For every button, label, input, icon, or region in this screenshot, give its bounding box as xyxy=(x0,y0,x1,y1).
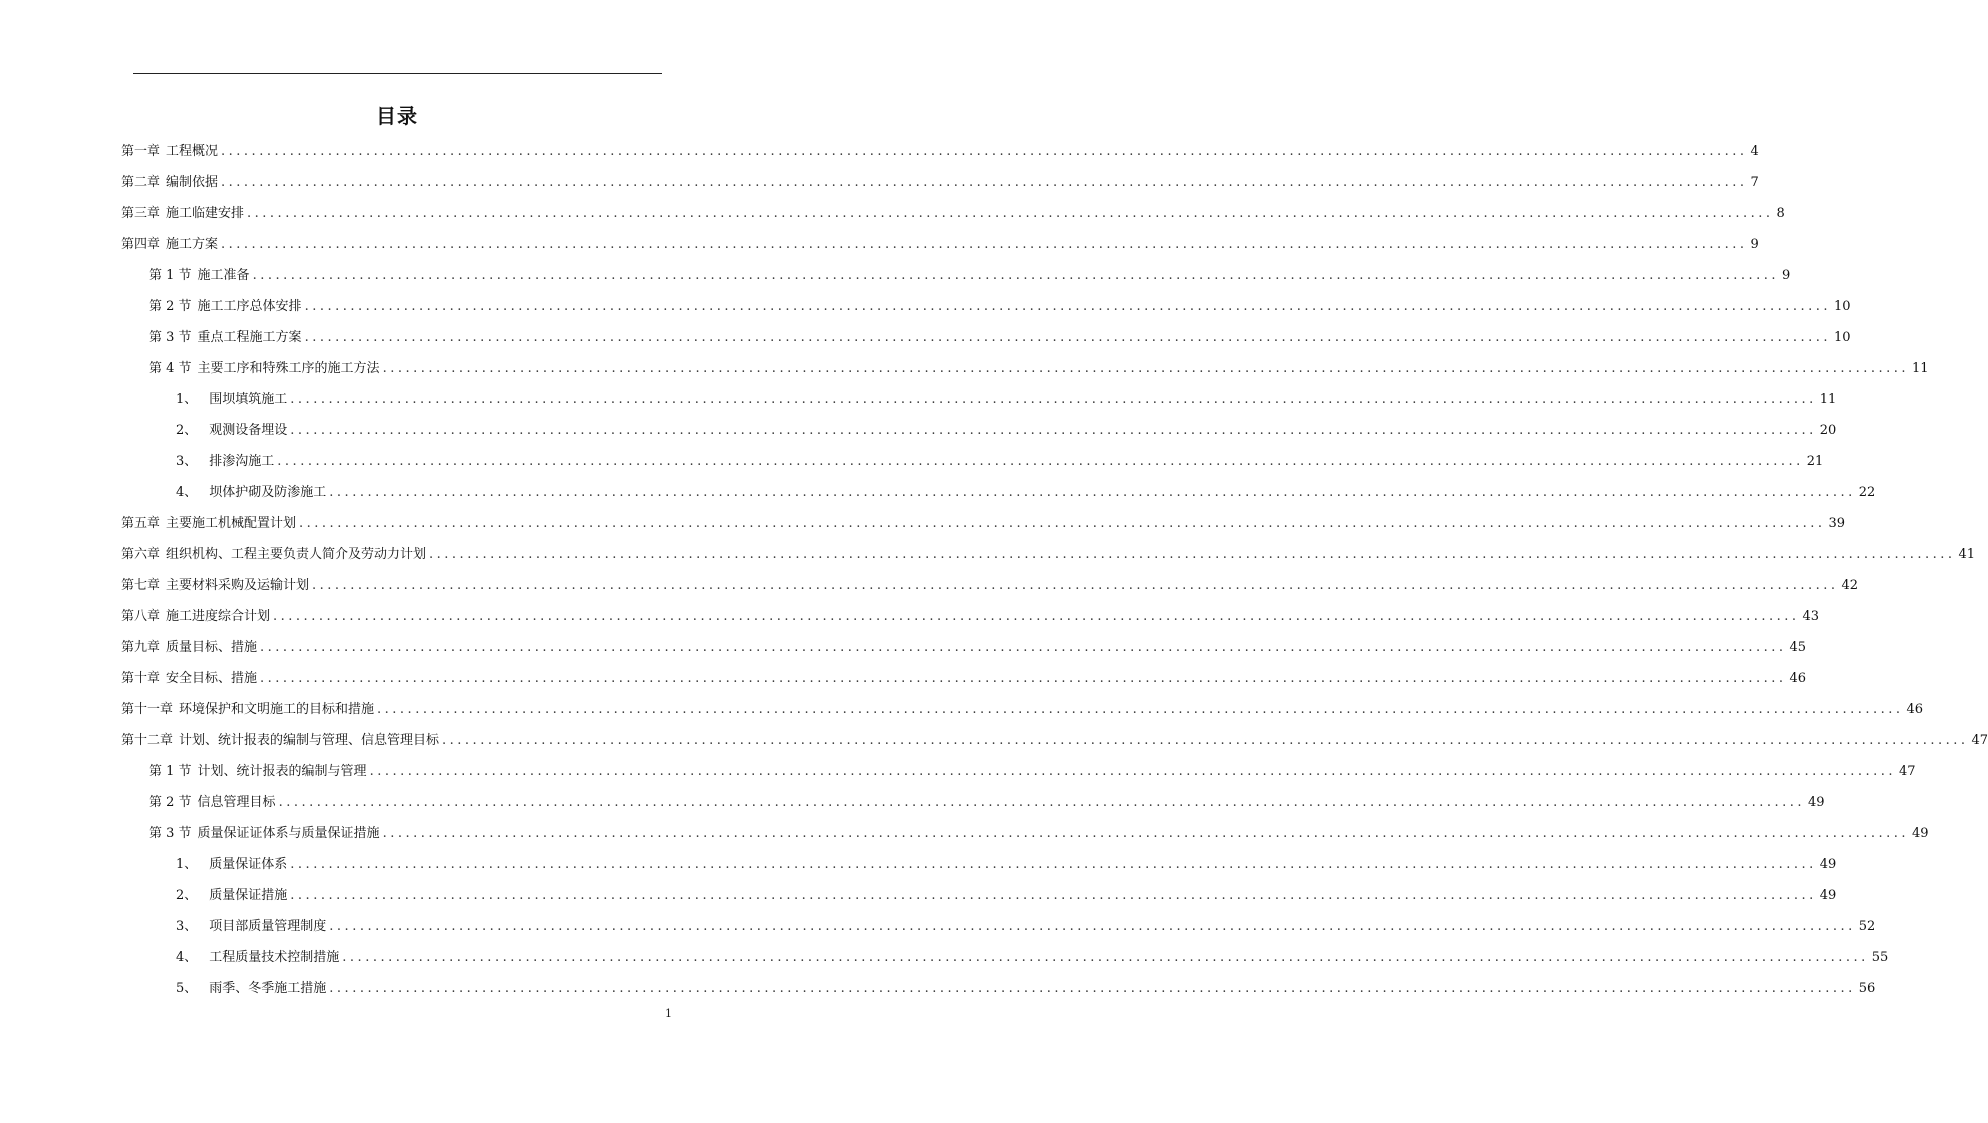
toc-entry-page: 21 xyxy=(1806,454,1824,469)
toc-entry-page: 4 xyxy=(1750,144,1759,159)
toc-entry-number: 3、 xyxy=(176,919,198,934)
toc-entry[interactable] xyxy=(121,543,1976,574)
toc-entry-number: 5、 xyxy=(176,981,198,996)
toc-entry-page: 49 xyxy=(1808,795,1825,810)
toc-entry-number: 第十章 xyxy=(121,671,161,686)
toc-dot-leader: ........................................................................................................................................................................................................ xyxy=(342,950,1869,965)
toc-title: 目录 xyxy=(376,104,418,128)
toc-entry-label: 计划、统计报表的编制与管理 xyxy=(197,764,367,779)
toc-entry-page: 9 xyxy=(1750,237,1759,252)
toc-entry-page: 7 xyxy=(1750,175,1759,190)
toc-entry-label: 质量保证体系 xyxy=(209,857,288,872)
toc-entry[interactable] xyxy=(121,140,1759,171)
toc-dot-leader: ........................................................................................................................................................................................................ xyxy=(429,547,1956,562)
toc-entry-page: 11 xyxy=(1912,361,1929,376)
toc-entry-label: 项目部质量管理制度 xyxy=(209,919,327,934)
toc-entry-label: 工程概况 xyxy=(166,144,219,159)
toc-dot-leader: ........................................................................................................................................................................................................ xyxy=(329,981,1856,996)
toc-entry[interactable] xyxy=(121,450,1824,481)
toc-dot-leader: ........................................................................................................................................................................................................ xyxy=(221,175,1748,190)
toc-entry[interactable] xyxy=(121,605,1820,636)
toc-entry-page: 22 xyxy=(1858,485,1876,500)
toc-entry-number: 第 1 节 xyxy=(149,268,192,283)
toc-entry-label: 坝体护砌及防渗施工 xyxy=(209,485,327,500)
toc-entry-number: 第七章 xyxy=(121,578,161,593)
toc-entry-label: 质量保证措施 xyxy=(209,888,288,903)
toc-entry-label: 重点工程施工方案 xyxy=(197,330,302,345)
toc-entry-label: 组织机构、工程主要负责人简介及劳动力计划 xyxy=(166,547,427,562)
toc-entry-number: 2、 xyxy=(176,888,198,903)
toc-entry-number: 第十一章 xyxy=(121,702,174,717)
toc-entry-label: 计划、统计报表的编制与管理、信息管理目标 xyxy=(179,733,440,748)
toc-entry-label: 编制依据 xyxy=(166,175,219,190)
toc-dot-leader: ........................................................................................................................................................................................................ xyxy=(304,299,1832,314)
toc-dot-leader: ........................................................................................................................................................................................................ xyxy=(252,268,1780,283)
toc-dot-leader: ........................................................................................................................................................................................................ xyxy=(304,330,1832,345)
toc-dot-leader: ........................................................................................................................................................................................................ xyxy=(329,919,1856,934)
toc-dot-leader: ........................................................................................................................................................................................................ xyxy=(290,423,1817,438)
toc-entry[interactable] xyxy=(121,636,1807,667)
toc-entry[interactable] xyxy=(121,915,1876,946)
toc-entry-page: 41 xyxy=(1958,547,1976,562)
toc-dot-leader: ........................................................................................................................................................................................................ xyxy=(382,826,1910,841)
toc-entry[interactable] xyxy=(121,388,1837,419)
toc-entry-label: 施工进度综合计划 xyxy=(166,609,271,624)
toc-entry-label: 主要材料采购及运输计划 xyxy=(166,578,310,593)
table-of-contents xyxy=(121,140,1988,1008)
toc-entry-page: 39 xyxy=(1828,516,1846,531)
toc-entry-number: 第 4 节 xyxy=(149,361,192,376)
toc-entry-number: 2、 xyxy=(176,423,198,438)
toc-entry-number: 第六章 xyxy=(121,547,161,562)
toc-entry-number: 第三章 xyxy=(121,206,161,221)
toc-entry-label: 环境保护和文明施工的目标和措施 xyxy=(179,702,375,717)
toc-dot-leader: ........................................................................................................................................................................................................ xyxy=(312,578,1839,593)
toc-entry-page: 10 xyxy=(1834,299,1851,314)
toc-entry[interactable] xyxy=(121,698,1924,729)
toc-entry-page: 46 xyxy=(1789,671,1807,686)
toc-dot-leader: ........................................................................................................................................................................................................ xyxy=(273,609,1800,624)
toc-entry-page: 49 xyxy=(1912,826,1929,841)
toc-entry-label: 雨季、冬季施工措施 xyxy=(209,981,327,996)
toc-entry[interactable] xyxy=(121,853,1837,884)
toc-dot-leader: ........................................................................................................................................................................................................ xyxy=(260,671,1787,686)
toc-entry-number: 第一章 xyxy=(121,144,161,159)
toc-entry-page: 47 xyxy=(1899,764,1916,779)
toc-dot-leader: ........................................................................................................................................................................................................ xyxy=(377,702,1904,717)
toc-entry[interactable] xyxy=(121,512,1846,543)
toc-entry[interactable] xyxy=(121,729,1988,760)
toc-entry[interactable] xyxy=(121,481,1876,512)
toc-entry-number: 第 3 节 xyxy=(149,826,192,841)
toc-entry[interactable] xyxy=(121,326,1851,357)
toc-entry-page: 47 xyxy=(1971,733,1988,748)
toc-entry[interactable] xyxy=(121,946,1889,977)
toc-entry-page: 43 xyxy=(1802,609,1820,624)
toc-entry-number: 第 2 节 xyxy=(149,299,192,314)
toc-entry-number: 第 1 节 xyxy=(149,764,192,779)
toc-entry-label: 质量目标、措施 xyxy=(166,640,258,655)
toc-entry-page: 11 xyxy=(1819,392,1837,407)
toc-dot-leader: ........................................................................................................................................................................................................ xyxy=(221,237,1748,252)
toc-entry-label: 工程质量技术控制措施 xyxy=(209,950,340,965)
toc-entry[interactable] xyxy=(121,419,1837,450)
toc-dot-leader: ........................................................................................................................................................................................................ xyxy=(442,733,1969,748)
toc-entry-label: 质量保证证体系与质量保证措施 xyxy=(197,826,380,841)
toc-dot-leader: ........................................................................................................................................................................................................ xyxy=(277,454,1804,469)
toc-entry-label: 围坝填筑施工 xyxy=(209,392,288,407)
toc-entry-page: 8 xyxy=(1776,206,1785,221)
toc-entry-page: 49 xyxy=(1819,857,1837,872)
toc-entry-label: 主要工序和特殊工序的施工方法 xyxy=(197,361,380,376)
toc-dot-leader: ........................................................................................................................................................................................................ xyxy=(299,516,1826,531)
toc-entry-label: 施工工序总体安排 xyxy=(197,299,302,314)
toc-dot-leader: ........................................................................................................................................................................................................ xyxy=(247,206,1774,221)
toc-entry[interactable] xyxy=(121,357,1929,388)
toc-entry[interactable] xyxy=(121,295,1851,326)
toc-dot-leader: ........................................................................................................................................................................................................ xyxy=(278,795,1806,810)
toc-entry-number: 3、 xyxy=(176,454,198,469)
toc-dot-leader: ........................................................................................................................................................................................................ xyxy=(382,361,1910,376)
toc-entry[interactable] xyxy=(121,171,1759,202)
toc-entry[interactable] xyxy=(121,791,1825,822)
toc-entry-number: 第 2 节 xyxy=(149,795,192,810)
toc-entry-label: 安全目标、措施 xyxy=(166,671,258,686)
toc-entry-label: 施工准备 xyxy=(197,268,250,283)
toc-entry-number: 1、 xyxy=(176,392,198,407)
toc-entry-page: 45 xyxy=(1789,640,1807,655)
toc-entry-label: 观测设备埋设 xyxy=(209,423,288,438)
toc-entry-number: 第四章 xyxy=(121,237,161,252)
toc-dot-leader: ........................................................................................................................................................................................................ xyxy=(260,640,1787,655)
toc-entry-page: 42 xyxy=(1841,578,1859,593)
toc-entry-number: 4、 xyxy=(176,950,198,965)
header-rule xyxy=(133,73,662,74)
toc-dot-leader: ........................................................................................................................................................................................................ xyxy=(369,764,1897,779)
toc-entry-page: 10 xyxy=(1834,330,1851,345)
toc-entry-number: 第二章 xyxy=(121,175,161,190)
toc-entry-page: 20 xyxy=(1819,423,1837,438)
toc-dot-leader: ........................................................................................................................................................................................................ xyxy=(221,144,1748,159)
toc-entry[interactable] xyxy=(121,574,1859,605)
toc-entry-label: 信息管理目标 xyxy=(197,795,276,810)
toc-entry[interactable] xyxy=(121,822,1929,853)
toc-entry[interactable] xyxy=(121,202,1785,233)
toc-entry[interactable] xyxy=(121,233,1759,264)
toc-entry-page: 46 xyxy=(1906,702,1924,717)
toc-dot-leader: ........................................................................................................................................................................................................ xyxy=(290,888,1817,903)
toc-entry-number: 1、 xyxy=(176,857,198,872)
toc-entry-number: 第 3 节 xyxy=(149,330,192,345)
toc-entry-page: 9 xyxy=(1782,268,1791,283)
toc-entry-page: 49 xyxy=(1819,888,1837,903)
toc-entry-number: 第九章 xyxy=(121,640,161,655)
toc-entry-number: 第八章 xyxy=(121,609,161,624)
toc-entry-page: 56 xyxy=(1858,981,1876,996)
toc-entry[interactable] xyxy=(121,264,1791,295)
toc-entry-label: 施工方案 xyxy=(166,237,219,252)
toc-entry[interactable] xyxy=(121,667,1807,698)
toc-entry-label: 施工临建安排 xyxy=(166,206,245,221)
toc-entry-page: 52 xyxy=(1858,919,1876,934)
toc-dot-leader: ........................................................................................................................................................................................................ xyxy=(329,485,1856,500)
toc-entry-number: 4、 xyxy=(176,485,198,500)
page-number: 1 xyxy=(665,1007,672,1020)
toc-dot-leader: ........................................................................................................................................................................................................ xyxy=(290,392,1817,407)
toc-entry[interactable] xyxy=(121,977,1876,1008)
toc-entry-number: 第五章 xyxy=(121,516,161,531)
toc-entry-page: 55 xyxy=(1871,950,1889,965)
toc-entry-label: 主要施工机械配置计划 xyxy=(166,516,297,531)
toc-entry-number: 第十二章 xyxy=(121,733,174,748)
toc-dot-leader: ........................................................................................................................................................................................................ xyxy=(290,857,1817,872)
toc-entry-label: 排渗沟施工 xyxy=(209,454,275,469)
toc-entry[interactable] xyxy=(121,884,1837,915)
toc-entry[interactable] xyxy=(121,760,1916,791)
